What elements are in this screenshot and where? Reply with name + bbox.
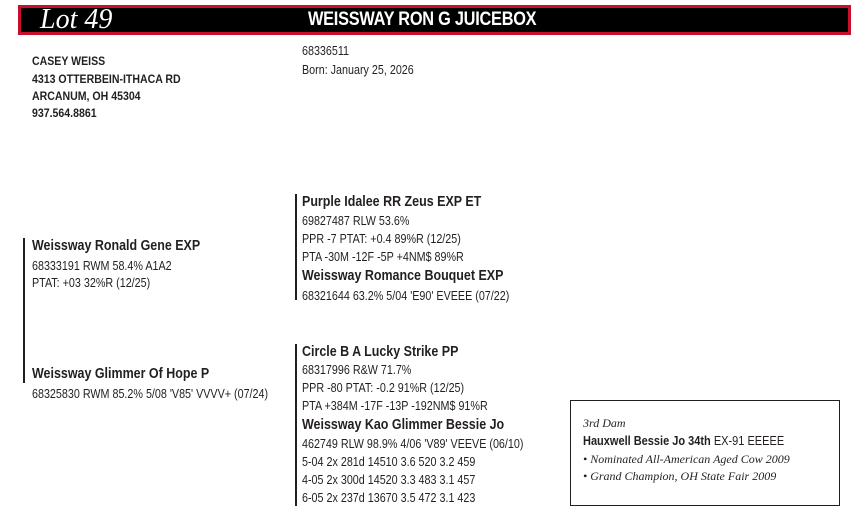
sire-sire-name: Purple Idalee RR Zeus EXP ET (302, 194, 482, 210)
dam-dam-record: 5-04 2x 281d 14510 3.6 520 3.2 459 (302, 455, 476, 469)
dam-registration: 68325830 RWM 85.2% 5/08 'V85' VVVV+ (07/24) (32, 387, 269, 401)
sire-sire-line: PPR -7 PTAT: +0.4 89%R (12/25) (302, 232, 461, 246)
third-dam-name: Hauxwell Bessie Jo 34th (583, 434, 711, 448)
sire-sire-line: 69827487 RLW 53.6% (302, 214, 410, 228)
sire-dam-bracket (23, 238, 25, 383)
third-dam-title (583, 432, 784, 450)
third-dam-note-text: Grand Champion, OH State Fair 2009 (590, 469, 777, 483)
owner-phone: 937.564.8861 (32, 106, 97, 120)
sire-registration: 68333191 RWM 58.4% A1A2 (32, 259, 172, 273)
third-dam-box (570, 400, 840, 506)
sire-name: Weissway Ronald Gene EXP (32, 238, 201, 254)
registration-number: 68336511 (302, 44, 350, 58)
third-dam-note: • Grand Champion, OH State Fair 2009 (583, 469, 777, 483)
dam-dam-name: Weissway Kao Glimmer Bessie Jo (302, 417, 505, 433)
dam-name: Weissway Glimmer Of Hope P (32, 366, 210, 382)
dam-sire-line: PPR -80 PTAT: -0.2 91%R (12/25) (302, 381, 465, 395)
dam-sire-line: 68317996 R&W 71.7% (302, 363, 412, 377)
owner-address-2: ARCANUM, OH 45304 (32, 89, 141, 103)
third-dam-note: • Nominated All-American Aged Cow 2009 (583, 452, 790, 466)
dam-sire-line: PTA +384M -17F -13P -192NM$ 91%R (302, 399, 488, 413)
dam-parents-bracket (295, 344, 297, 506)
birth-date: Born: January 25, 2026 (302, 63, 414, 77)
sire-dam-name: Weissway Romance Bouquet EXP (302, 268, 504, 284)
lot-number: Lot 49 (40, 4, 113, 35)
dam-dam-record: 4-05 2x 300d 14520 3.3 483 3.1 457 (302, 473, 476, 487)
dam-dam-record: 6-05 2x 237d 13670 3.5 472 3.1 423 (302, 491, 476, 505)
owner-address-1: 4313 OTTERBEIN-ITHACA RD (32, 72, 181, 86)
dam-sire-name: Circle B A Lucky Strike PP (302, 344, 459, 360)
owner-name: CASEY WEISS (32, 54, 106, 68)
sire-ptat: PTAT: +03 32%R (12/25) (32, 276, 151, 290)
animal-name: WEISSWAY RON G JUICEBOX (308, 9, 537, 30)
third-dam-note-text: Nominated All-American Aged Cow 2009 (590, 452, 790, 466)
third-dam-label: 3rd Dam (583, 416, 626, 430)
sire-sire-line: PTA -30M -12F -5P +4NM$ 89%R (302, 250, 464, 264)
sire-parents-bracket (295, 194, 297, 300)
third-dam-score: EX-91 EEEEE (713, 434, 785, 448)
sire-dam-line: 68321644 63.2% 5/04 'E90' EVEEE (07/22) (302, 289, 510, 303)
dam-dam-line: 462749 RLW 98.9% 4/06 'V89' VEEVE (06/10) (302, 437, 524, 451)
